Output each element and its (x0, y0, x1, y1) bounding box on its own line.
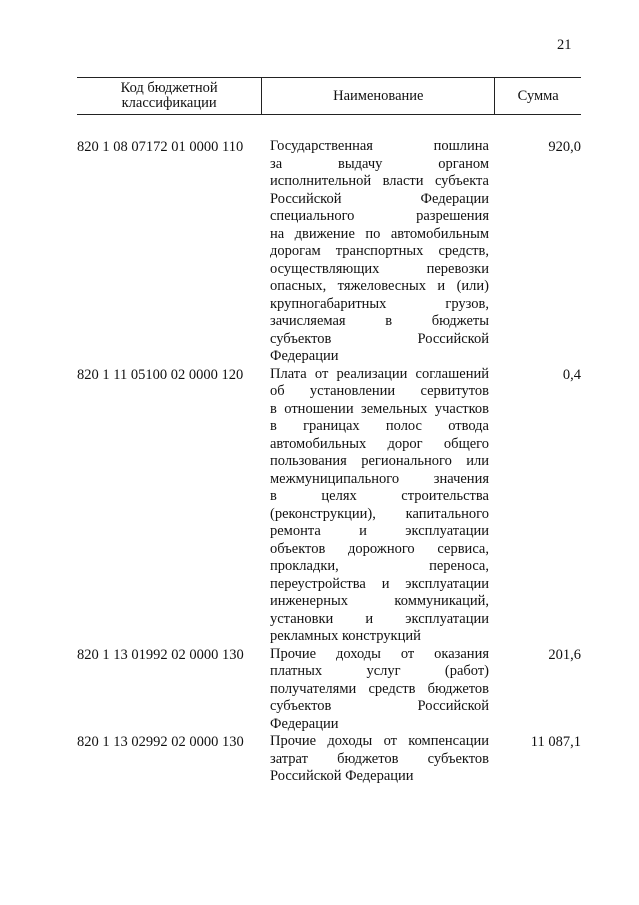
row-name-line: затрат бюджетов субъектов (270, 750, 489, 767)
row-name-line: субъектов Российской (270, 330, 489, 347)
table-row (77, 366, 581, 646)
row-name-line: переустройства и эксплуатации (270, 575, 489, 592)
row-sum: 11 087,1 (530, 734, 581, 750)
row-name (270, 733, 489, 786)
row-name-line: опасных, тяжеловесных и (или) (270, 278, 489, 294)
row-name-line: межмуниципального значения (270, 470, 489, 487)
page-number: 21 (557, 37, 572, 53)
row-name-line: платных услуг (работ) (270, 663, 489, 679)
header-sum: Сумма (517, 87, 559, 104)
row-name-line: Российской Федерации (270, 768, 414, 784)
row-name-line: об установлении сервитутов (270, 383, 489, 399)
row-name-line: Прочие доходы от компенсации (270, 733, 489, 749)
row-sum: 920,0 (548, 139, 581, 155)
row-name-line: дорогам транспортных средств, (270, 243, 489, 259)
row-name-line: Федерации (270, 348, 339, 364)
row-name-line: Прочие доходы от оказания (270, 645, 489, 662)
row-name-line: осуществляющих перевозки (270, 260, 489, 277)
row-name-line: пользования регионального или (270, 453, 489, 469)
header-code: Код бюджетной классификации (120, 80, 218, 111)
row-name-line: на движение по автомобильным (270, 225, 489, 242)
row-code: 820 1 08 07172 01 0000 110 (77, 139, 244, 155)
row-name-line: получателями средств бюджетов (270, 680, 489, 697)
row-code: 820 1 13 01992 02 0000 130 (77, 646, 244, 663)
table-row (77, 733, 581, 786)
row-name-line: зачисляемая в бюджеты (270, 313, 489, 329)
row-name-line: Плата от реализации соглашений (270, 365, 489, 382)
table-header (77, 77, 581, 115)
row-name-line: объектов дорожного сервиса, (270, 540, 489, 557)
row-name-line: за выдачу органом (270, 155, 489, 172)
row-code: 820 1 13 02992 02 0000 130 (77, 734, 244, 750)
row-name-line: Федерации (270, 715, 339, 732)
row-name-line: в отношении земельных участков (270, 400, 489, 417)
row-code: 820 1 11 05100 02 0000 120 (77, 366, 244, 383)
row-name-line: ремонта и эксплуатации (270, 523, 489, 539)
row-name-line: (реконструкции), капитального (270, 505, 489, 522)
row-name (270, 138, 489, 366)
row-sum: 201,6 (548, 646, 581, 663)
row-name-line: субъектов Российской (270, 698, 489, 714)
row-name-line: в границах полос отвода (270, 418, 489, 434)
row-name (270, 646, 489, 734)
row-name-line: прокладки, переноса, (270, 558, 489, 574)
row-name-line: исполнительной власти субъекта (270, 173, 489, 189)
row-name-line: специального разрешения (270, 208, 489, 224)
row-name-line: установки и эксплуатации (270, 610, 489, 627)
row-name-line: Российской Федерации (270, 190, 489, 207)
row-name-line: в целях строительства (270, 488, 489, 504)
row-name-line: автомобильных дорог общего (270, 435, 489, 452)
row-name-line: рекламных конструкций (270, 628, 421, 644)
row-name (270, 366, 489, 646)
header-name: Наименование (261, 78, 495, 114)
row-name-line: крупногабаритных грузов, (270, 295, 489, 312)
row-sum: 0,4 (562, 366, 581, 383)
row-name-line: Государственная пошлина (270, 138, 489, 154)
table-row (77, 646, 581, 734)
row-name-line: инженерных коммуникаций, (270, 593, 489, 609)
table-row (77, 138, 581, 366)
table-body (77, 138, 581, 786)
